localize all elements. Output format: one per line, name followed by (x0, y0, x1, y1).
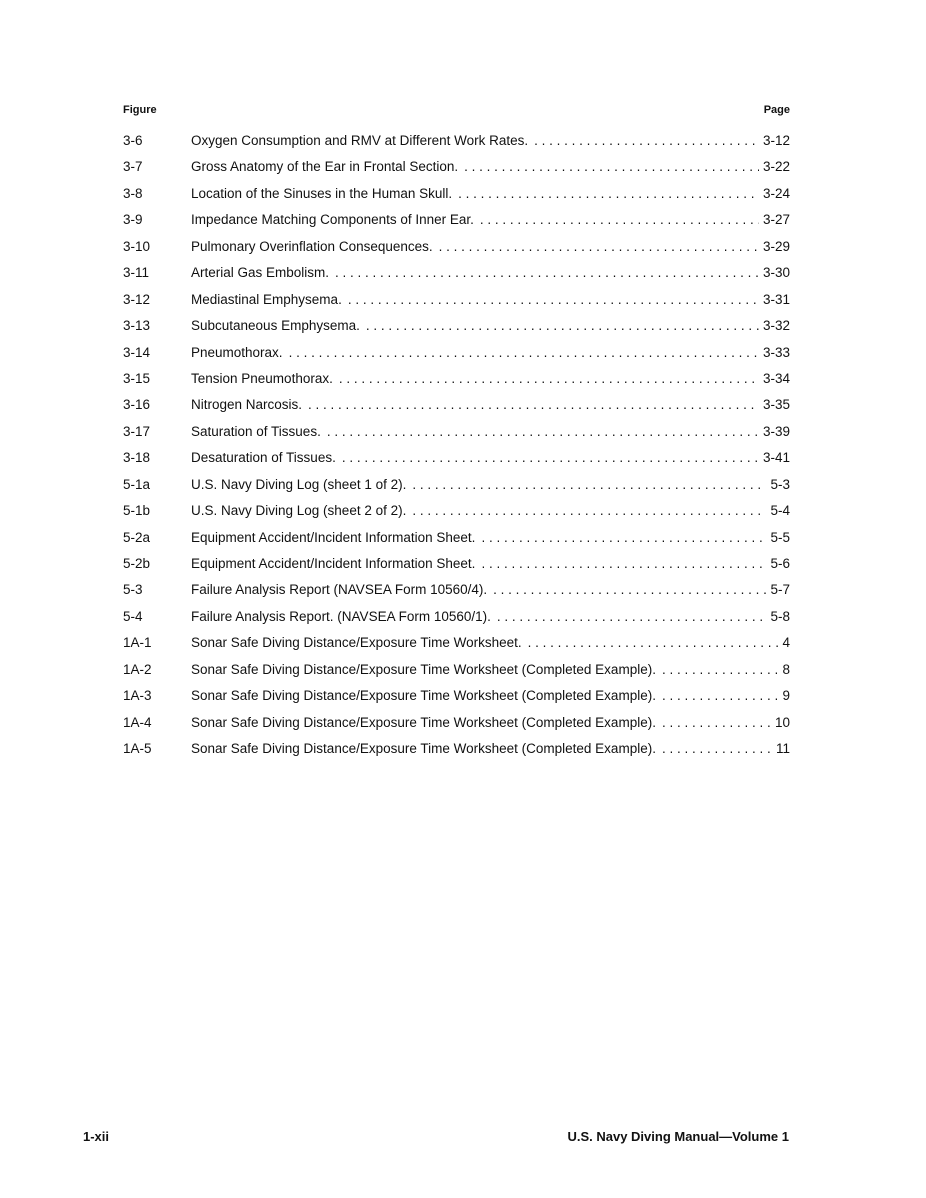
page-reference: 3-39 (762, 423, 790, 439)
figure-entry (191, 477, 790, 493)
list-item (123, 715, 790, 741)
dot-leader (327, 424, 759, 440)
list-item (123, 212, 790, 238)
list-item (123, 133, 790, 159)
dot-leader (308, 397, 759, 413)
figure-title: Nitrogen Narcosis. (191, 397, 303, 413)
figure-title: Mediastinal Emphysema. (191, 291, 342, 307)
list-item (123, 292, 790, 318)
list-item (123, 477, 790, 503)
figure-entry (191, 397, 790, 413)
figure-entry (191, 265, 790, 281)
list-item (123, 688, 790, 714)
dot-leader (534, 133, 759, 149)
figure-title: Pneumothorax. (191, 344, 283, 360)
figure-title: Sonar Safe Diving Distance/Exposure Time Worksheet. (191, 635, 522, 651)
figure-number: 3-14 (123, 344, 151, 360)
dot-leader (458, 186, 759, 202)
page-reference: 3-30 (762, 265, 790, 281)
page-reference: 8 (782, 661, 790, 677)
figure-title: Sonar Safe Diving Distance/Exposure Time Worksheet (Completed Example). (191, 741, 656, 757)
page-reference: 11 (775, 741, 790, 757)
dot-leader (481, 556, 766, 572)
page-reference: 10 (774, 714, 790, 730)
figure-entry (191, 318, 790, 334)
figure-title: Failure Analysis Report. (NAVSEA Form 10560/1). (191, 608, 491, 624)
page-reference: 3-27 (762, 212, 790, 228)
figure-number: 5-2b (123, 556, 151, 571)
list-item (123, 503, 790, 529)
page-reference: 4 (782, 635, 790, 651)
figure-entry (191, 662, 790, 678)
page-reference: 3-33 (762, 344, 790, 360)
figure-title: Location of the Sinuses in the Human Skull. (191, 185, 453, 201)
figure-entry (191, 635, 790, 651)
figure-title: Desaturation of Tissues. (191, 450, 336, 466)
figure-entry (191, 530, 790, 546)
figure-entry (191, 715, 790, 731)
figure-number: 3-10 (123, 238, 151, 254)
figure-title: Sonar Safe Diving Distance/Exposure Time Worksheet (Completed Example). (191, 714, 656, 730)
page-reference: 3-32 (762, 318, 790, 334)
page-number: 1-xii (83, 1129, 110, 1144)
figure-number: 5-2a (123, 529, 151, 545)
list-item (123, 530, 790, 556)
figure-title: Gross Anatomy of the Ear in Frontal Section. (191, 159, 459, 175)
figure-entry (191, 450, 790, 466)
page-reference: 3-34 (762, 370, 790, 386)
page-reference: 5-6 (770, 556, 790, 571)
dot-leader (528, 635, 779, 651)
dot-leader (412, 477, 766, 493)
figure-number: 3-12 (123, 291, 151, 307)
figure-number: 3-11 (123, 265, 150, 281)
figure-title: Failure Analysis Report (NAVSEA Form 10560/4). (191, 582, 488, 598)
figure-number: 1A-5 (123, 741, 152, 757)
dot-leader (481, 530, 766, 546)
figure-number: 3-15 (123, 370, 151, 386)
list-item (123, 239, 790, 265)
figure-number: 3-8 (123, 185, 143, 201)
page-reference: 3-24 (762, 185, 790, 201)
figure-entry (191, 556, 790, 572)
figure-number: 3-9 (123, 212, 143, 228)
manual-title: U.S. Navy Diving Manual—Volume 1 (567, 1129, 789, 1144)
list-item (123, 371, 790, 397)
figure-number: 5-1a (123, 476, 151, 492)
figure-entry (191, 212, 790, 228)
figure-entry (191, 239, 790, 255)
page-reference: 5-5 (770, 529, 790, 545)
list-of-figures (123, 133, 790, 768)
list-item (123, 582, 790, 608)
figure-number: 3-6 (123, 133, 143, 148)
page-reference: 3-31 (762, 291, 790, 307)
figure-number: 3-13 (123, 318, 151, 334)
figure-number: 1A-3 (123, 688, 152, 704)
figure-title: Sonar Safe Diving Distance/Exposure Time Worksheet (Completed Example). (191, 661, 656, 677)
page-reference: 5-4 (770, 503, 790, 519)
figure-title: Subcutaneous Emphysema. (191, 318, 360, 334)
page-reference: 3-29 (762, 238, 790, 254)
page-reference: 5-8 (770, 608, 790, 624)
page-reference: 5-7 (770, 582, 790, 598)
dot-leader (662, 662, 779, 678)
dot-leader (662, 688, 779, 704)
figure-title: Equipment Accident/Incident Information Sheet. (191, 556, 476, 571)
dot-leader (348, 292, 759, 308)
list-item (123, 556, 790, 582)
figure-entry (191, 688, 790, 704)
figure-number: 3-7 (123, 159, 143, 175)
figure-number: 3-17 (123, 423, 151, 439)
dot-leader (342, 450, 759, 466)
figure-title: U.S. Navy Diving Log (sheet 2 of 2). (191, 503, 407, 519)
figure-entry (191, 609, 790, 625)
dot-leader (366, 318, 759, 334)
page-reference: 3-41 (762, 450, 790, 466)
dot-leader (439, 239, 759, 255)
figure-number: 5-4 (123, 608, 143, 624)
page-reference: 9 (782, 688, 790, 704)
list-header (123, 104, 790, 120)
dot-leader (464, 159, 759, 175)
figure-title: Arterial Gas Embolism. (191, 265, 330, 281)
figure-entry (191, 424, 790, 440)
list-item (123, 450, 790, 476)
page-reference: 3-12 (762, 133, 790, 148)
page-reference: 3-22 (762, 159, 790, 175)
figure-title: Tension Pneumothorax. (191, 370, 333, 386)
list-item (123, 345, 790, 371)
figure-entry (191, 371, 790, 387)
dot-leader (289, 345, 759, 361)
figure-entry (191, 292, 790, 308)
figure-number: 3-16 (123, 397, 151, 413)
figure-entry (191, 741, 790, 757)
figure-entry (191, 186, 790, 202)
dot-leader (480, 212, 759, 228)
list-item (123, 635, 790, 661)
dot-leader (335, 265, 759, 281)
list-item (123, 265, 790, 291)
figure-number: 5-1b (123, 503, 151, 519)
page-reference: 5-3 (770, 476, 790, 492)
figure-title: Equipment Accident/Incident Information Sheet. (191, 529, 476, 545)
dot-leader (412, 503, 766, 519)
list-item (123, 609, 790, 635)
dot-leader (339, 371, 759, 387)
figure-title: Impedance Matching Components of Inner Ear. (191, 212, 474, 228)
figure-number: 1A-4 (123, 714, 152, 730)
figure-title: Pulmonary Overinflation Consequences. (191, 238, 433, 254)
list-item (123, 397, 790, 423)
figure-title: Sonar Safe Diving Distance/Exposure Time Worksheet (Completed Example). (191, 688, 656, 704)
figure-title: Saturation of Tissues. (191, 423, 321, 439)
dot-leader (493, 582, 766, 598)
page-reference: 3-35 (762, 397, 790, 413)
figure-entry (191, 159, 790, 175)
figure-title: Oxygen Consumption and RMV at Different Work Rates. (191, 133, 529, 148)
figure-entry (191, 133, 790, 149)
figure-number: 1A-2 (123, 661, 152, 677)
list-item (123, 318, 790, 344)
figure-number: 3-18 (123, 450, 151, 466)
dot-leader (497, 609, 767, 625)
list-item (123, 741, 790, 767)
page-footer (83, 1129, 789, 1147)
list-item (123, 662, 790, 688)
figure-entry (191, 345, 790, 361)
figure-column-heading: Figure (123, 104, 157, 116)
list-item (123, 159, 790, 185)
list-item (123, 424, 790, 450)
dot-leader (662, 715, 771, 731)
figure-entry (191, 582, 790, 598)
figure-number: 5-3 (123, 582, 143, 598)
figure-title: U.S. Navy Diving Log (sheet 1 of 2). (191, 476, 407, 492)
page-column-heading: Page (763, 104, 790, 116)
figure-number: 1A-1 (123, 635, 152, 651)
list-item (123, 186, 790, 212)
dot-leader (662, 741, 772, 757)
figure-entry (191, 503, 790, 519)
